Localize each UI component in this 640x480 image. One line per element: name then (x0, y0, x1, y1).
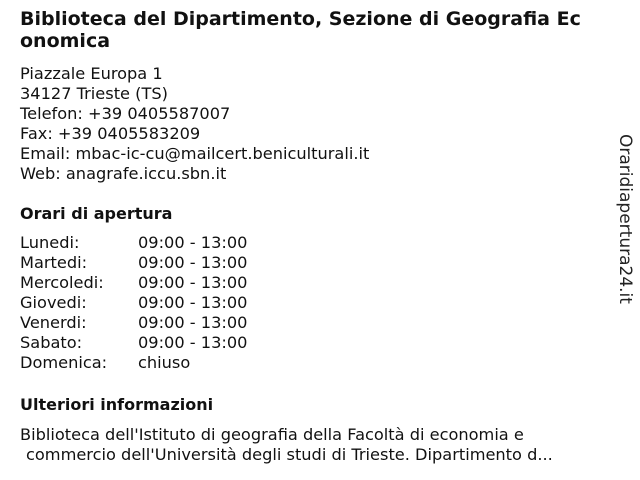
day-label: Domenica: (20, 353, 108, 372)
email-address: Email: mbac-ic-cu@mailcert.beniculturali.it (20, 144, 370, 163)
day-label: Martedi: (20, 253, 88, 272)
day-label: Giovedi: (20, 293, 87, 312)
more-info-line-1: Biblioteca dell'Istituto di geografia della Facoltà di economia e (20, 425, 524, 444)
day-label: Mercoledi: (20, 273, 104, 292)
time-value: 09:00 - 13:00 (138, 333, 248, 352)
day-label: Lunedi: (20, 233, 80, 252)
phone-number: Telefon: +39 0405587007 (20, 104, 231, 123)
more-info-line-2: commercio dell'Università degli studi di Trieste. Dipartimento d... (26, 445, 553, 464)
more-info-heading: Ulteriori informazioni (20, 395, 214, 414)
brand-watermark: Oraridiapertura24.it (615, 134, 635, 304)
more-info-text (20, 425, 600, 465)
day-label: Sabato: (20, 333, 83, 352)
time-value: 09:00 - 13:00 (138, 253, 248, 272)
time-value: 09:00 - 13:00 (138, 233, 248, 252)
opening-hours-heading: Orari di apertura (20, 204, 173, 223)
page-title: Biblioteca del Dipartimento, Sezione di Geografia Economica (20, 8, 581, 52)
time-value: 09:00 - 13:00 (138, 273, 248, 292)
fax-number: Fax: +39 0405583209 (20, 124, 201, 143)
time-value: chiuso (138, 353, 191, 372)
time-value: 09:00 - 13:00 (138, 293, 248, 312)
time-value: 09:00 - 13:00 (138, 313, 248, 332)
contact-block (20, 64, 369, 184)
website-link[interactable]: Web: anagrafe.iccu.sbn.it (20, 164, 227, 183)
day-label: Venerdi: (20, 313, 87, 332)
street-address: Piazzale Europa 1 (20, 64, 163, 83)
city-address: 34127 Trieste (TS) (20, 84, 168, 103)
